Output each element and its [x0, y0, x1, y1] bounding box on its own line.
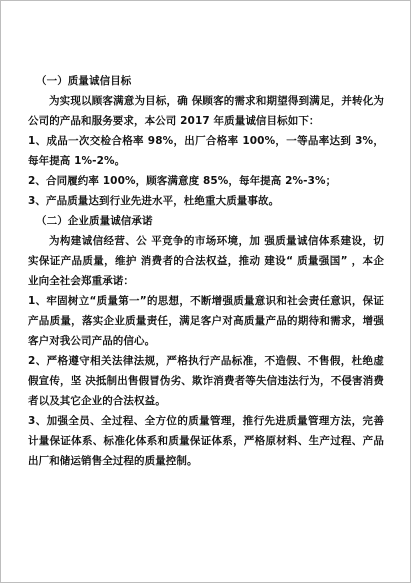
section-1-title: （一）质量诚信目标 [36, 75, 132, 87]
section-2-item-2: 2、严格遵守相关法律法规，严格执行产品标准，不造假、不售假，杜绝虚假宣传，坚 决抵制出售假冒伪劣、欺诈消费者等失信违法行为，不侵害消费者以及其它企业的合法权益。 [28, 355, 384, 407]
section-1-item-3: 3、产品质量达到行业先进水平，杜绝重大质量事故。 [28, 195, 280, 207]
section-2-item-1: 1、牢固树立“质量第一”的思想，不断增强质量意识和社会责任意识，保证产品质量，落实企业质量责任，满足客户对高质量产品的期待和需求，增强客户对我公司产品的信心。 [28, 295, 384, 347]
section-1-item-1: 1、成品一次交检合格率 98%，出厂合格率 100%，一等品率达到 3%，每年提高 1%-2%。 [28, 135, 384, 167]
section-2-title: （二）企业质量诚信承诺 [36, 215, 153, 227]
section-1-item-2: 2、合同履约率 100%，顾客满意度 85%，每年提高 2%-3%； [28, 175, 337, 187]
document-body [28, 71, 384, 471]
section-2-intro: 为构建诚信经营、公 平竞争的市场环境，加 强质量诚信体系建设，切 实保证产品质量，维护 消费者的合法权益，推动 建设“ 质量强国” ，本企业向全社会郑重承诺： [28, 235, 384, 287]
section-1-intro: 为实现以顾客满意为目标，确 保顾客的需求和期望得到满足，并转化为公司的产品和服务要求，本公司 2017 年质量诚信目标如下： [28, 95, 384, 127]
section-2-item-3: 3、加强全员、全过程、全方位的质量管理，推行先进质量管理方法，完善计量保证体系、标准化体系和质量保证体系，严格原材料、生产过程、产品出厂和储运销售全过程的质量控制。 [28, 415, 384, 467]
